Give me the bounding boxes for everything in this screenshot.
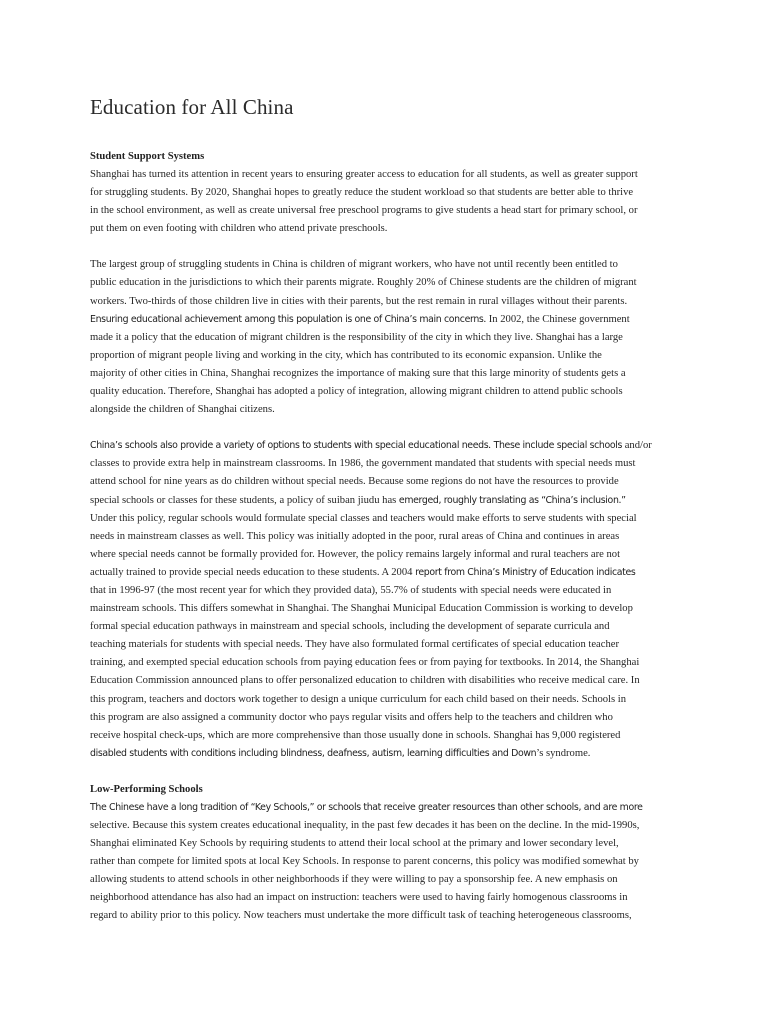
text-run: formal special education pathways in mainstream and special schools, including the development of separate curricula and: [90, 621, 610, 633]
text-line: [90, 889, 680, 907]
text-line: [90, 492, 680, 510]
text-line: [90, 636, 680, 654]
text-run: . In 2002, the Chinese government: [483, 313, 630, 325]
text-line: [90, 293, 680, 311]
text-line: [90, 564, 680, 582]
text-line: [90, 347, 680, 365]
text-run: teaching materials for students with special needs. They have also formulated formal certificates of special education teacher: [90, 639, 619, 651]
alt-font-run: China’s schools also provide a variety of options to students with special educational needs: [90, 440, 489, 452]
text-run: actually trained to provide special needs education to these students. A 2004: [90, 566, 416, 578]
text-line: [90, 220, 680, 238]
alt-font-run: report from China’s Ministry of Education indicates: [415, 566, 636, 578]
text-run: Education Commission announced plans to offer personalized education to children with disabilities who receive medical care. In: [90, 675, 640, 687]
paragraph-gap: [90, 238, 680, 256]
text-run: special schools or classes for these students, a policy of suiban jiudu has: [90, 494, 399, 506]
text-line: [90, 510, 680, 528]
text-run: selective. Because this system creates educational inequality, in the past few decades it has been on the decline. In the mid-1990s,: [90, 820, 640, 831]
text-run: where special needs cannot be formally provided for. However, the policy remains largely informal and rural teachers are not: [90, 548, 621, 560]
text-run: mainstream schools. This differs somewhat in Shanghai. The Shanghai Municipal Education Commission is working to develop: [90, 603, 633, 615]
text-line: [90, 654, 680, 672]
page-title: Education for All China: [90, 95, 294, 119]
text-line: [90, 835, 680, 853]
text-line: [90, 546, 680, 564]
text-line: [90, 691, 680, 709]
text-line: [90, 202, 680, 220]
text-run: that in 1996-97 (the most recent year for which they provided data), 55.7% of students with special needs were educated in: [90, 584, 612, 596]
text-line: [90, 600, 680, 618]
text-run: .: [488, 440, 494, 452]
text-line: [90, 618, 680, 636]
text-run: put them on even footing with children who attend private preschools.: [90, 223, 388, 235]
section-heading: Low-Performing Schools: [90, 783, 203, 795]
text-line: [90, 184, 680, 202]
text-run: workers. Two-thirds of those children live in cities with their parents, but the rest remain in rural villages without their parents.: [90, 295, 628, 307]
paragraph-gap: [90, 419, 680, 437]
text-line: [90, 672, 680, 690]
text-line: [90, 401, 680, 419]
text-run: ’s syndrome.: [536, 747, 591, 759]
text-run: rather than compete for limited spots at local Key Schools. In response to parent concerns, this policy was modified somewhat by: [90, 856, 639, 868]
text-line: [90, 473, 680, 491]
text-line: [90, 455, 680, 473]
text-run: alongside the children of Shanghai citizens.: [90, 404, 275, 416]
text-line: [90, 582, 680, 600]
paragraph: [90, 799, 680, 926]
text-run: quality education. Therefore, Shanghai has adopted a policy of integration, allowing migrant children to attend public schools: [90, 386, 623, 398]
text-run: allowing students to attend schools in other neighborhoods if they were willing to pay a sponsorship fee. A new emphasis on: [90, 874, 618, 886]
document-body: [90, 148, 680, 926]
text-line: [90, 311, 680, 329]
alt-font-run: The Chinese have a long tradition of “Key Schools,” or schools that receive greater resources than other schools, and are more: [90, 801, 643, 813]
text-run: regard to ability prior to this policy. Now teachers must undertake the more difficult task of teaching heterogeneous classrooms,: [90, 910, 632, 922]
text-run: majority of other cities in China, Shanghai recognizes the importance of making sure that this large minority of students gets a: [90, 367, 626, 379]
paragraph: [90, 256, 680, 419]
alt-font-run: emerged, roughly translating as “China’s inclusion.”: [398, 494, 626, 506]
alt-font-run: disabled students with conditions including blindness, deafness, autism, learning difficulties and Down: [90, 747, 537, 759]
text-run: attend school for nine years as do children without special needs. Because some regions do not have the resources to provide: [90, 476, 619, 488]
text-line: [90, 256, 680, 274]
text-line: [90, 437, 680, 455]
text-line: [90, 907, 680, 925]
text-run: receive hospital check-ups, which are more comprehensive than those usually done in schools. Shanghai has 9,000 registered: [90, 729, 621, 741]
text-line: [90, 383, 680, 401]
text-line: [90, 727, 680, 745]
text-run: public education in the jurisdictions to which their parents migrate. Roughly 20% of Chinese students are the children of migrant: [90, 277, 637, 289]
paragraph: [90, 166, 680, 238]
text-line: [90, 528, 680, 546]
alt-font-run: These include special schools: [493, 440, 623, 452]
text-line: [90, 274, 680, 292]
text-run: this program, teachers and doctors work together to design a unique curriculum for each child based on their needs. Schools in: [90, 693, 627, 705]
text-run: Under this policy, regular schools would formulate special classes and teachers would make efforts to serve students with special: [90, 512, 637, 524]
text-line: [90, 853, 680, 871]
text-line: [90, 166, 680, 184]
document-page: [90, 94, 680, 926]
text-run: in the school environment, as well as create universal free preschool programs to give students a head start for primary school, or: [90, 205, 638, 217]
paragraph: [90, 437, 680, 763]
text-run: needs in mainstream classes as well. This policy was initially adopted in the poor, rural areas of China and continues in areas: [90, 530, 620, 542]
section-heading: Student Support Systems: [90, 151, 205, 162]
text-run: Shanghai eliminated Key Schools by requiring students to attend their local school at the primary and lower secondary level,: [90, 838, 619, 850]
section-gap: [90, 763, 680, 781]
text-run: proportion of migrant people living and working in the city, which has contributed to its economic expansion. Unlike the: [90, 349, 602, 361]
alt-font-run: Ensuring educational achievement among this population is one of China’s main concerns: [90, 313, 484, 325]
text-run: The largest group of struggling students in China is children of migrant workers, who have not until recently been entitled to: [90, 259, 618, 271]
text-line: [90, 817, 680, 835]
text-line: [90, 745, 680, 763]
text-line: [90, 365, 680, 383]
text-line: [90, 871, 680, 889]
text-run: made it a policy that the education of migrant children is the responsibility of the city in which they live. Shanghai has a large: [90, 331, 623, 343]
text-run: this program are also assigned a community doctor who pays regular visits and offers help to the teachers and children who: [90, 711, 613, 723]
text-run: training, and exempted special education schools from paying education fees or from paying for textbooks. In 2014, the Shanghai: [90, 657, 640, 669]
text-line: [90, 799, 680, 817]
text-line: [90, 329, 680, 347]
text-run: Shanghai has turned its attention in recent years to ensuring greater access to education for all students, as well as greater support: [90, 169, 638, 180]
text-run: classes to provide extra help in mainstream classrooms. In 1986, the government mandated that students with special needs must: [90, 458, 636, 470]
text-line: [90, 709, 680, 727]
text-run: and/or: [622, 440, 652, 452]
text-run: neighborhood attendance has also had an impact on instruction: teachers were used to having fairly homogenous classrooms in: [90, 892, 628, 904]
text-run: for struggling students. By 2020, Shanghai hopes to greatly reduce the student workload so that students are better able to thrive: [90, 187, 634, 199]
